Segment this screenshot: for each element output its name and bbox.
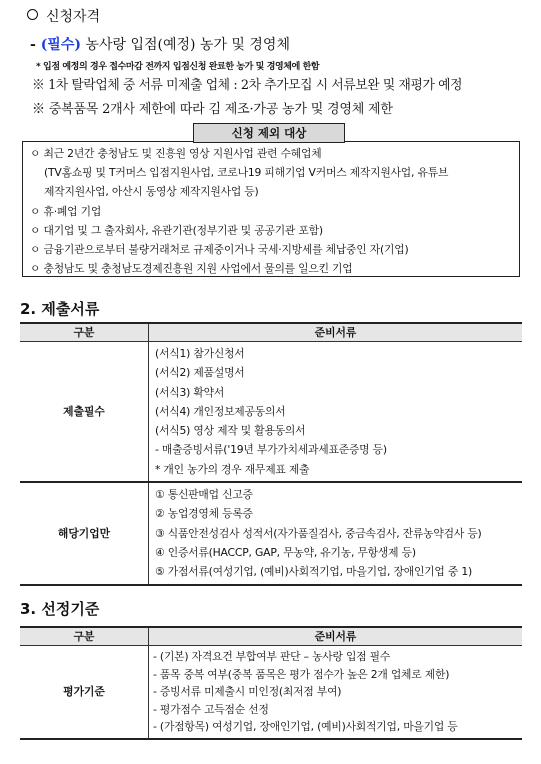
document-line: (서식2) 제품설명서 (155, 366, 245, 380)
table-header-documents: 준비서류 (149, 323, 523, 342)
document-line: ① 통신판매업 신고증 (155, 488, 253, 502)
criteria-line: - 품목 중복 여부(중복 품목은 평가 점수가 높은 2개 업체로 제한) (153, 667, 450, 681)
document-line: - 매출증빙서류('19년 부가가치세과세표준증명 등) (155, 443, 387, 457)
criteria-line: - (가점항목) 여성기업, 장애인기업, (예비)사회적기업, 마을기업 등 (153, 720, 458, 733)
row-label-evaluation: 평가기준 (20, 646, 149, 739)
section-heading-criteria: 3. 선정기준 (20, 600, 100, 618)
exclusion-item: ㅇ 충청남도 및 충청남도경제진흥원 지원 사업에서 물의를 일으킨 기업 (30, 262, 353, 275)
row-content-required (149, 342, 523, 483)
exclusion-item: 제작지원사업, 아산시 동영상 제작지원사업 등) (44, 185, 259, 198)
exclusion-item: ㅇ 최근 2년간 충청남도 및 진흥원 영상 지원사업 관련 수혜업체 (30, 147, 322, 160)
document-line: (서식5) 영상 제작 및 활용동의서 (155, 424, 306, 438)
table-header-category: 구분 (20, 323, 149, 342)
exclusion-item: (TV홈쇼핑 및 T커머스 입점지원사업, 코로나19 피해기업 V커머스 제작지원사업, 유튜브 (44, 166, 449, 179)
criteria-line: - 평가점수 고득점순 선정 (153, 702, 269, 716)
eligibility-rule-1: ※ 1차 탈락업체 중 서류 미제출 업체 : 2차 추가모집 시 서류보완 및 재평가 예정 (32, 78, 463, 93)
eligibility-required: - (필수) 농사랑 입점(예정) 농가 및 경영체 (30, 37, 290, 53)
table-header-row (20, 323, 522, 342)
document-line: ② 농업경영체 등록증 (155, 507, 253, 521)
row-label-applicable: 해당기업만 (20, 482, 149, 584)
exclusion-item: ㅇ 휴·폐업 기업 (30, 205, 102, 218)
table-header-documents: 준비서류 (149, 627, 523, 646)
table-row (20, 342, 522, 483)
table-header-category: 구분 (20, 627, 149, 646)
row-content-evaluation (149, 646, 523, 739)
document-line: (서식1) 참가신청서 (155, 347, 245, 360)
document-line: ⑤ 가점서류(여성기업, (예비)사회적기업, 마을기업, 장애인기업 중 1) (155, 565, 473, 579)
eligibility-rule-2: ※ 중복품목 2개사 제한에 따라 김 제조·가공 농가 및 경영체 제한 (32, 102, 393, 117)
exclusion-title: 신청 제외 대상 (193, 123, 345, 143)
row-content-applicable (149, 482, 523, 584)
row-label-required: 제출필수 (20, 342, 149, 483)
document-line: * 개인 농가의 경우 재무제표 제출 (155, 462, 310, 476)
circle-bullet-icon (27, 9, 38, 20)
criteria-line: - (기본) 자격요건 부합여부 판단 – 농사랑 입점 필수 (153, 650, 391, 663)
table-row (20, 646, 522, 739)
document-line: ④ 인증서류(HACCP, GAP, 무농약, 유기농, 무항생제 등) (155, 545, 416, 559)
eligibility-note: * 입점 예정의 경우 접수마감 전까지 입점신청 완료한 농가 및 경영체에 한함 (36, 62, 320, 72)
document-line: ③ 식품안전성검사 성적서(자가품질검사, 중금속검사, 잔류농약검사 등) (155, 526, 482, 540)
eligibility-heading-row (27, 6, 100, 26)
document-line: (서식3) 확약서 (155, 385, 225, 399)
required-highlight: (필수) (40, 37, 81, 53)
document-line: (서식4) 개인정보제공동의서 (155, 404, 286, 418)
documents-table (20, 322, 522, 586)
exclusion-item: ㅇ 금융기관으로부터 불량거래처로 규제중이거나 국세·지방세를 체납중인 자(기업) (30, 243, 409, 256)
exclusion-item: ㅇ 대기업 및 그 출자회사, 유관기관(정부기관 및 공공기관 포함) (30, 224, 323, 237)
table-row (20, 482, 522, 584)
table-header-row (20, 627, 522, 646)
eligibility-heading: 신청자격 (46, 9, 101, 25)
criteria-table (20, 626, 522, 740)
criteria-line: - 증빙서류 미제출시 미인정(최저점 부여) (153, 685, 342, 698)
section-heading-documents: 2. 제출서류 (20, 300, 100, 318)
